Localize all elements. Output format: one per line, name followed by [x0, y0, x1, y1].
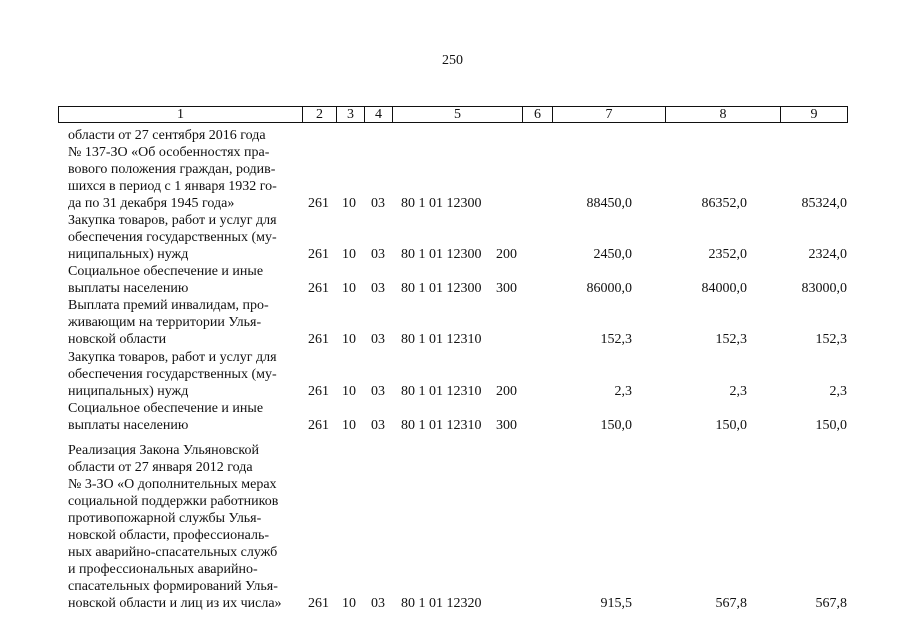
- cell-col-9: 83000,0: [801, 281, 847, 296]
- header-col-5: 5: [392, 107, 522, 122]
- cell-col-8: 2352,0: [708, 247, 747, 262]
- cell-col-4: 03: [371, 281, 385, 296]
- header-col-9: 9: [780, 107, 847, 122]
- header-col-4: 4: [364, 107, 392, 122]
- cell-col-8: 84000,0: [701, 281, 747, 296]
- cell-col-7: 152,3: [600, 332, 632, 347]
- row-values: [0, 417, 905, 434]
- row-values: [0, 246, 905, 263]
- cell-col-3: 10: [342, 196, 356, 211]
- row-description: Закупка товаров, работ и услуг для обеспечения государственных (му- ниципальных) нужд: [68, 213, 277, 262]
- cell-col-7: 86000,0: [586, 281, 632, 296]
- cell-col-2: 261: [308, 281, 329, 296]
- cell-col-5: 80 1 01 12300: [401, 247, 482, 262]
- row-description: Социальное обеспечение и иные выплаты населению: [68, 264, 264, 296]
- header-col-2: 2: [302, 107, 336, 122]
- cell-col-3: 10: [342, 418, 356, 433]
- cell-col-8: 567,8: [715, 596, 747, 611]
- cell-col-2: 261: [308, 418, 329, 433]
- cell-col-9: 152,3: [815, 332, 847, 347]
- cell-col-3: 10: [342, 332, 356, 347]
- cell-col-9: 150,0: [815, 418, 847, 433]
- cell-col-3: 10: [342, 247, 356, 262]
- cell-col-7: 150,0: [600, 418, 632, 433]
- cell-col-3: 10: [342, 384, 356, 399]
- cell-col-2: 261: [308, 196, 329, 211]
- row-description: Социальное обеспечение и иные выплаты населению: [68, 401, 264, 433]
- cell-col-5: 80 1 01 12310: [401, 384, 482, 399]
- cell-col-5: 80 1 01 12300: [401, 281, 482, 296]
- cell-col-8: 150,0: [715, 418, 747, 433]
- cell-col-5: 80 1 01 12320: [401, 596, 482, 611]
- row-description: Выплата премий инвалидам, про- живающим на территории Улья- новской области: [68, 298, 269, 347]
- cell-col-7: 2450,0: [593, 247, 632, 262]
- cell-col-6: 200: [496, 247, 517, 262]
- cell-col-7: 88450,0: [586, 196, 632, 211]
- cell-col-2: 261: [308, 384, 329, 399]
- header-col-3: 3: [336, 107, 364, 122]
- cell-col-6: 300: [496, 418, 517, 433]
- cell-col-3: 10: [342, 281, 356, 296]
- row-values: [0, 383, 905, 400]
- cell-col-9: 2324,0: [808, 247, 847, 262]
- cell-col-2: 261: [308, 332, 329, 347]
- cell-col-9: 2,3: [829, 384, 847, 399]
- cell-col-8: 152,3: [715, 332, 747, 347]
- row-description: Реализация Закона Ульяновской области от 27 января 2012 года № 3-ЗО «О дополнительных мерах социальной поддержки работников противопожарной службы Улья- новской области, профессиональ- ных аварийно-спасательных служб и профессиональных аварийно- спасательных формирований Улья- новской области и лиц из их числа»: [68, 443, 282, 611]
- cell-col-6: 300: [496, 281, 517, 296]
- cell-col-9: 85324,0: [801, 196, 847, 211]
- cell-col-5: 80 1 01 12300: [401, 196, 482, 211]
- cell-col-4: 03: [371, 247, 385, 262]
- header-col-8: 8: [665, 107, 780, 122]
- cell-col-3: 10: [342, 596, 356, 611]
- cell-col-7: 2,3: [614, 384, 632, 399]
- row-values: [0, 331, 905, 348]
- cell-col-7: 915,5: [600, 596, 632, 611]
- cell-col-4: 03: [371, 332, 385, 347]
- cell-col-4: 03: [371, 384, 385, 399]
- cell-col-5: 80 1 01 12310: [401, 418, 482, 433]
- cell-col-4: 03: [371, 196, 385, 211]
- header-col-6: 6: [522, 107, 552, 122]
- cell-col-9: 567,8: [815, 596, 847, 611]
- cell-col-4: 03: [371, 596, 385, 611]
- cell-col-8: 86352,0: [701, 196, 747, 211]
- cell-col-4: 03: [371, 418, 385, 433]
- cell-col-2: 261: [308, 596, 329, 611]
- cell-col-5: 80 1 01 12310: [401, 332, 482, 347]
- row-values: [0, 280, 905, 297]
- row-description: Закупка товаров, работ и услуг для обеспечения государственных (му- ниципальных) нужд: [68, 350, 277, 399]
- cell-col-6: 200: [496, 384, 517, 399]
- row-values: [0, 595, 905, 612]
- cell-col-8: 2,3: [729, 384, 747, 399]
- header-col-1: 1: [177, 107, 184, 122]
- header-col-7: 7: [552, 107, 665, 122]
- row-values: [0, 195, 905, 212]
- cell-col-2: 261: [308, 247, 329, 262]
- page-number: 250: [442, 53, 463, 68]
- row-description: области от 27 сентября 2016 года № 137-ЗО «Об особенностях пра- вового положения граждан, родив- шихся в период с 1 января 1932 го- да по 31 декабря 1945 года»: [68, 128, 277, 211]
